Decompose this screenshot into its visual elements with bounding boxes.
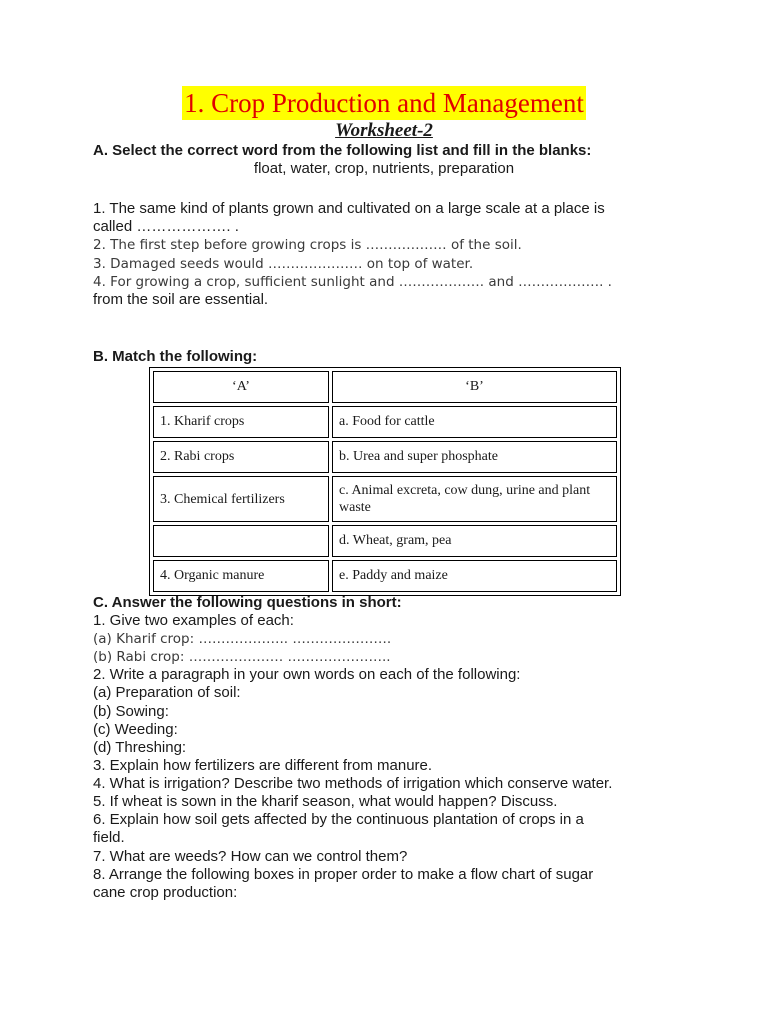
question-c6-line1: 6. Explain how soil gets affected by the continuous plantation of crops in a — [93, 811, 584, 828]
column-b-header: ‘B’ — [332, 371, 617, 403]
table-header-row — [153, 371, 617, 403]
question-c8-line2: cane crop production: — [93, 884, 238, 901]
question-c1b: (b) Rabi crop: ………………… ………………….. — [93, 649, 391, 665]
column-b-cell: e. Paddy and maize — [332, 560, 617, 592]
section-b-heading: B. Match the following: — [93, 348, 258, 365]
question-c2: 2. Write a paragraph in your own words on each of the following: — [93, 666, 521, 683]
question-c7: 7. What are weeds? How can we control them? — [93, 848, 408, 865]
worksheet-subtitle: Worksheet-2 — [335, 120, 433, 141]
column-a-header: ‘A’ — [153, 371, 329, 403]
question-a3: 3. Damaged seeds would ………………… on top of water. — [93, 256, 474, 272]
question-a4-line2: from the soil are essential. — [93, 291, 269, 308]
question-a2: 2. The first step before growing crops is ……………… of the soil. — [93, 237, 522, 253]
page-title: 1. Crop Production and Management — [184, 88, 584, 118]
question-a4-line1: 4. For growing a crop, sufficient sunlight and ………………. and ………………. . — [93, 274, 612, 290]
word-list: float, water, crop, nutrients, preparation — [253, 160, 515, 177]
question-c2c: (c) Weeding: — [93, 721, 178, 738]
question-c4: 4. What is irrigation? Describe two methods of irrigation which conserve water. — [93, 775, 613, 792]
column-b-cell: d. Wheat, gram, pea — [332, 525, 617, 557]
table-row — [153, 406, 617, 438]
column-a-cell — [153, 525, 329, 557]
question-a1-line2: called ………………. . — [93, 218, 239, 235]
question-c1: 1. Give two examples of each: — [93, 612, 294, 629]
column-b-cell: a. Food for cattle — [332, 406, 617, 438]
question-c1a: (a) Kharif crop: ……………….. …………………. — [93, 631, 392, 647]
question-c6-line2: field. — [93, 829, 125, 846]
table-row — [153, 560, 617, 592]
column-b-cell: c. Animal excreta, cow dung, urine and plant waste — [332, 476, 617, 522]
table-row — [153, 525, 617, 557]
question-c5: 5. If wheat is sown in the kharif season, what would happen? Discuss. — [93, 793, 558, 810]
column-b-cell: b. Urea and super phosphate — [332, 441, 617, 473]
column-a-cell: 3. Chemical fertilizers — [153, 476, 329, 522]
column-a-cell: 1. Kharif crops — [153, 406, 329, 438]
question-c2a: (a) Preparation of soil: — [93, 684, 241, 701]
match-table — [149, 367, 621, 596]
question-c2d: (d) Threshing: — [93, 739, 187, 756]
table-row — [153, 476, 617, 522]
title-container — [0, 86, 768, 120]
question-c8-line1: 8. Arrange the following boxes in proper order to make a flow chart of sugar — [93, 866, 594, 883]
column-a-cell: 2. Rabi crops — [153, 441, 329, 473]
question-c2b: (b) Sowing: — [93, 703, 169, 720]
section-a-heading: A. Select the correct word from the following list and fill in the blanks: — [93, 142, 592, 159]
column-a-cell: 4. Organic manure — [153, 560, 329, 592]
table-row — [153, 441, 617, 473]
question-a1-line1: 1. The same kind of plants grown and cultivated on a large scale at a place is — [93, 200, 605, 217]
section-c-heading: C. Answer the following questions in short: — [93, 594, 402, 611]
question-c3: 3. Explain how fertilizers are different from manure. — [93, 757, 433, 774]
